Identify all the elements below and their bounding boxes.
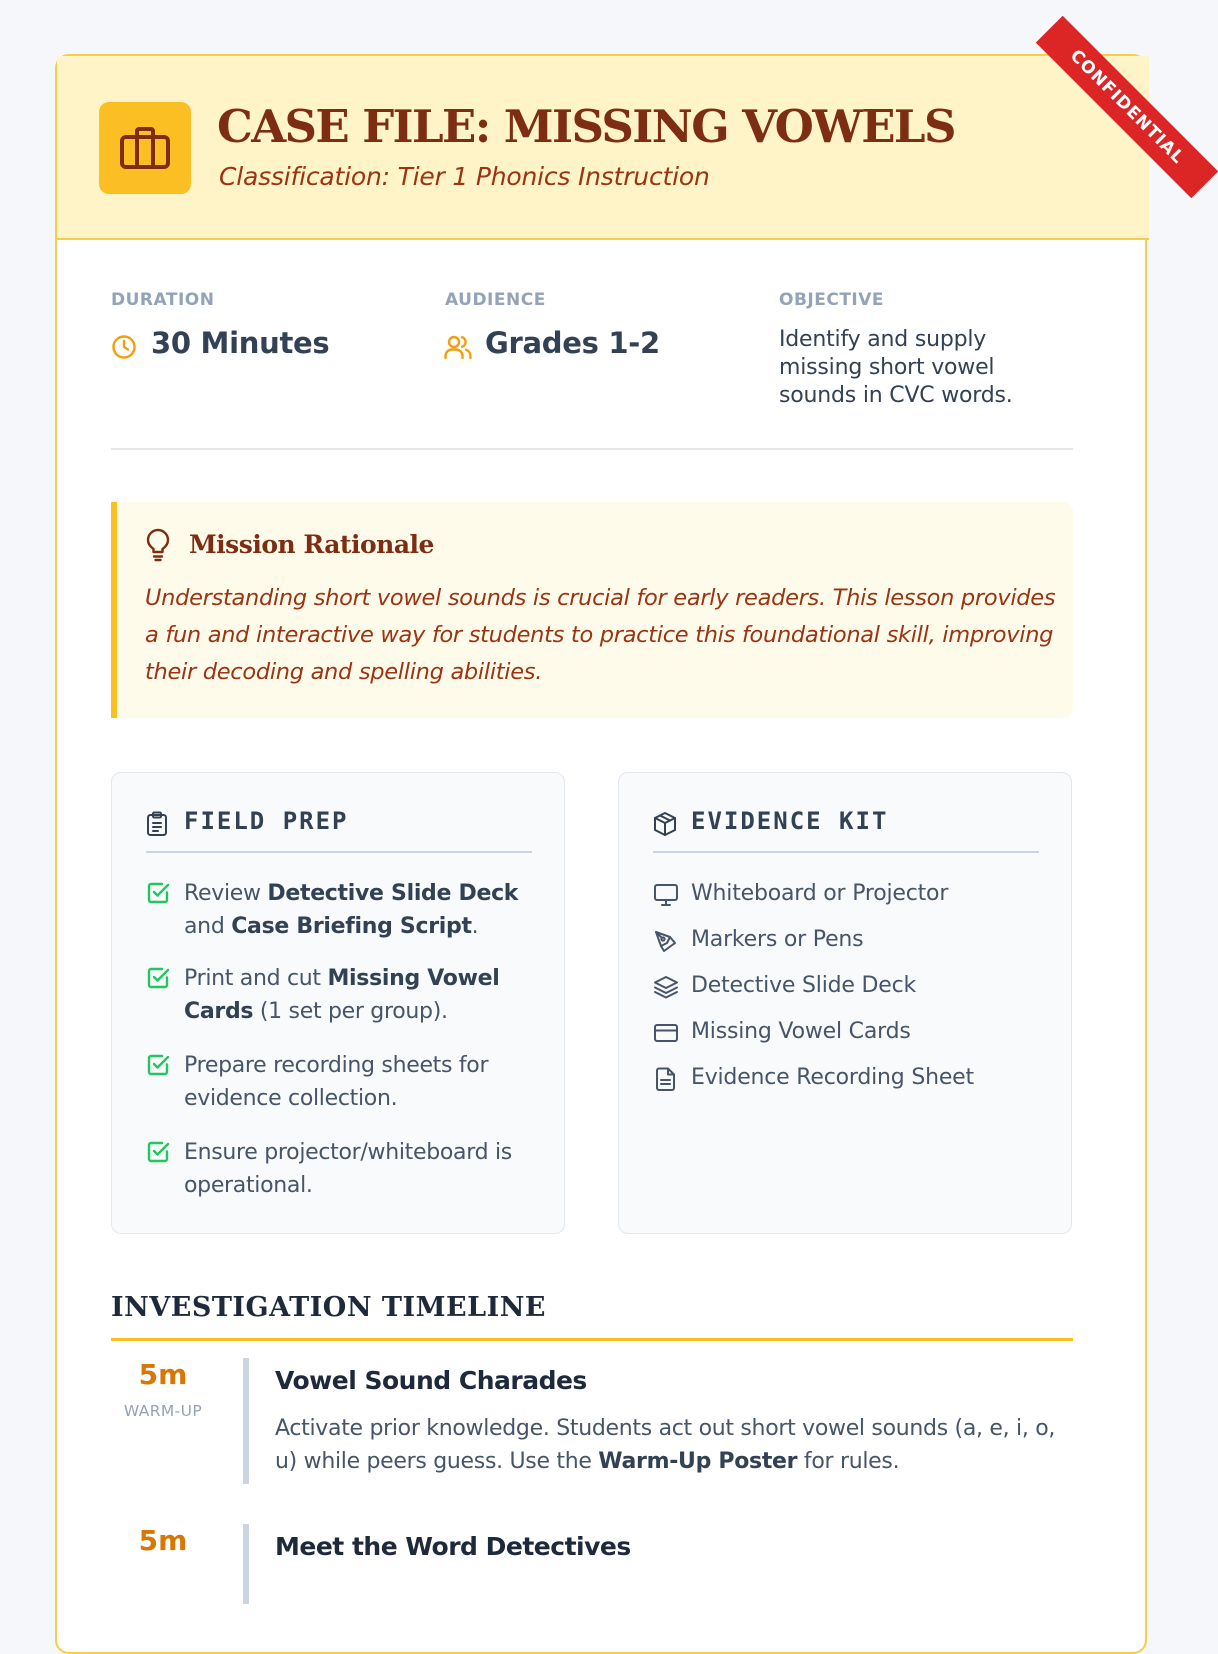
kit-item: [653, 923, 1043, 957]
step-bar: [243, 1524, 249, 1604]
package-icon: [653, 811, 677, 837]
briefcase-icon: [119, 126, 171, 170]
rationale-title: Mission Rationale: [189, 530, 434, 559]
check-square-icon: [146, 1053, 170, 1077]
check-square-icon: [146, 881, 170, 905]
evidence-kit-title: EVIDENCE KIT: [691, 807, 889, 835]
clipboard-icon: [146, 811, 168, 837]
kit-item-label: Markers or Pens: [691, 927, 864, 952]
prep-item-text: Print and cut Missing Vowel Cards (1 set per group).: [184, 966, 500, 1024]
check-square-icon: [146, 1140, 170, 1164]
field-prep-title: FIELD PREP: [184, 807, 349, 835]
timeline-step: [111, 1358, 1073, 1490]
step-name: Meet the Word Detectives: [275, 1532, 631, 1561]
step-duration: 5m: [138, 1524, 188, 1557]
file-text-icon: [653, 1067, 679, 1091]
mission-rationale: [111, 502, 1073, 718]
timeline-title: INVESTIGATION TIMELINE: [111, 1292, 546, 1323]
rationale-text: Understanding short vowel sounds is crucial for early readers. This lesson provides a fun and interactive way for students to practice this foundational skill, improving their decoding and spelling abilities.: [145, 585, 1056, 685]
step-duration: 5m: [138, 1358, 188, 1391]
audience-value: Grades 1-2: [485, 326, 660, 360]
case-header: [57, 45, 1189, 240]
logo-badge: [99, 102, 191, 194]
evidence-kit-panel: [618, 772, 1072, 1234]
prep-item-text: Prepare recording sheets for evidence collection.: [184, 1053, 489, 1111]
objective-value: Identify and supply missing short vowel sounds in CVC words.: [779, 327, 1013, 408]
prep-item-text: Ensure projector/whiteboard is operational.: [184, 1140, 512, 1198]
kit-item: [653, 1015, 1043, 1049]
users-icon: [444, 334, 472, 360]
confidential-ribbon: CONFIDENTIAL: [1036, 16, 1218, 198]
lesson-card: [55, 45, 1189, 1654]
page-subtitle: Classification: Tier 1 Phonics Instruction: [219, 162, 710, 191]
duration-label: DURATION: [111, 290, 215, 310]
layers-icon: [653, 975, 679, 999]
kit-item-label: Missing Vowel Cards: [691, 1019, 911, 1044]
timeline-rule: [111, 1338, 1073, 1341]
kit-item-label: Whiteboard or Projector: [691, 881, 949, 906]
card-icon: [653, 1021, 679, 1045]
kit-item: [653, 969, 1043, 1003]
kit-item-label: Detective Slide Deck: [691, 973, 917, 998]
audience-label: AUDIENCE: [445, 290, 546, 310]
section-divider: [111, 448, 1073, 450]
step-name: Vowel Sound Charades: [275, 1366, 587, 1395]
step-phase: WARM-UP: [123, 1402, 203, 1420]
pen-tool-icon: [653, 929, 679, 953]
timeline-step: [111, 1524, 1073, 1604]
clock-icon: [111, 334, 137, 360]
step-description: Activate prior knowledge. Students act out short vowel sounds (a, e, i, o, u) while peers guess. Use the Warm-Up Poster for rules.: [275, 1416, 1056, 1474]
step-bar: [243, 1358, 249, 1484]
kit-item-label: Evidence Recording Sheet: [691, 1065, 974, 1090]
field-prep-header: [146, 807, 532, 853]
lightbulb-icon: [145, 530, 171, 562]
objective-label: OBJECTIVE: [779, 290, 885, 310]
monitor-icon: [653, 883, 679, 907]
prep-item-text: Review Detective Slide Deck and Case Briefing Script.: [184, 881, 519, 939]
evidence-kit-header: [653, 807, 1039, 853]
field-prep-panel: [111, 772, 565, 1234]
check-square-icon: [146, 966, 170, 990]
kit-item: [653, 1061, 1043, 1095]
duration-value: 30 Minutes: [151, 326, 330, 360]
kit-item: [653, 877, 1043, 911]
page-title: CASE FILE: MISSING VOWELS: [217, 100, 955, 153]
